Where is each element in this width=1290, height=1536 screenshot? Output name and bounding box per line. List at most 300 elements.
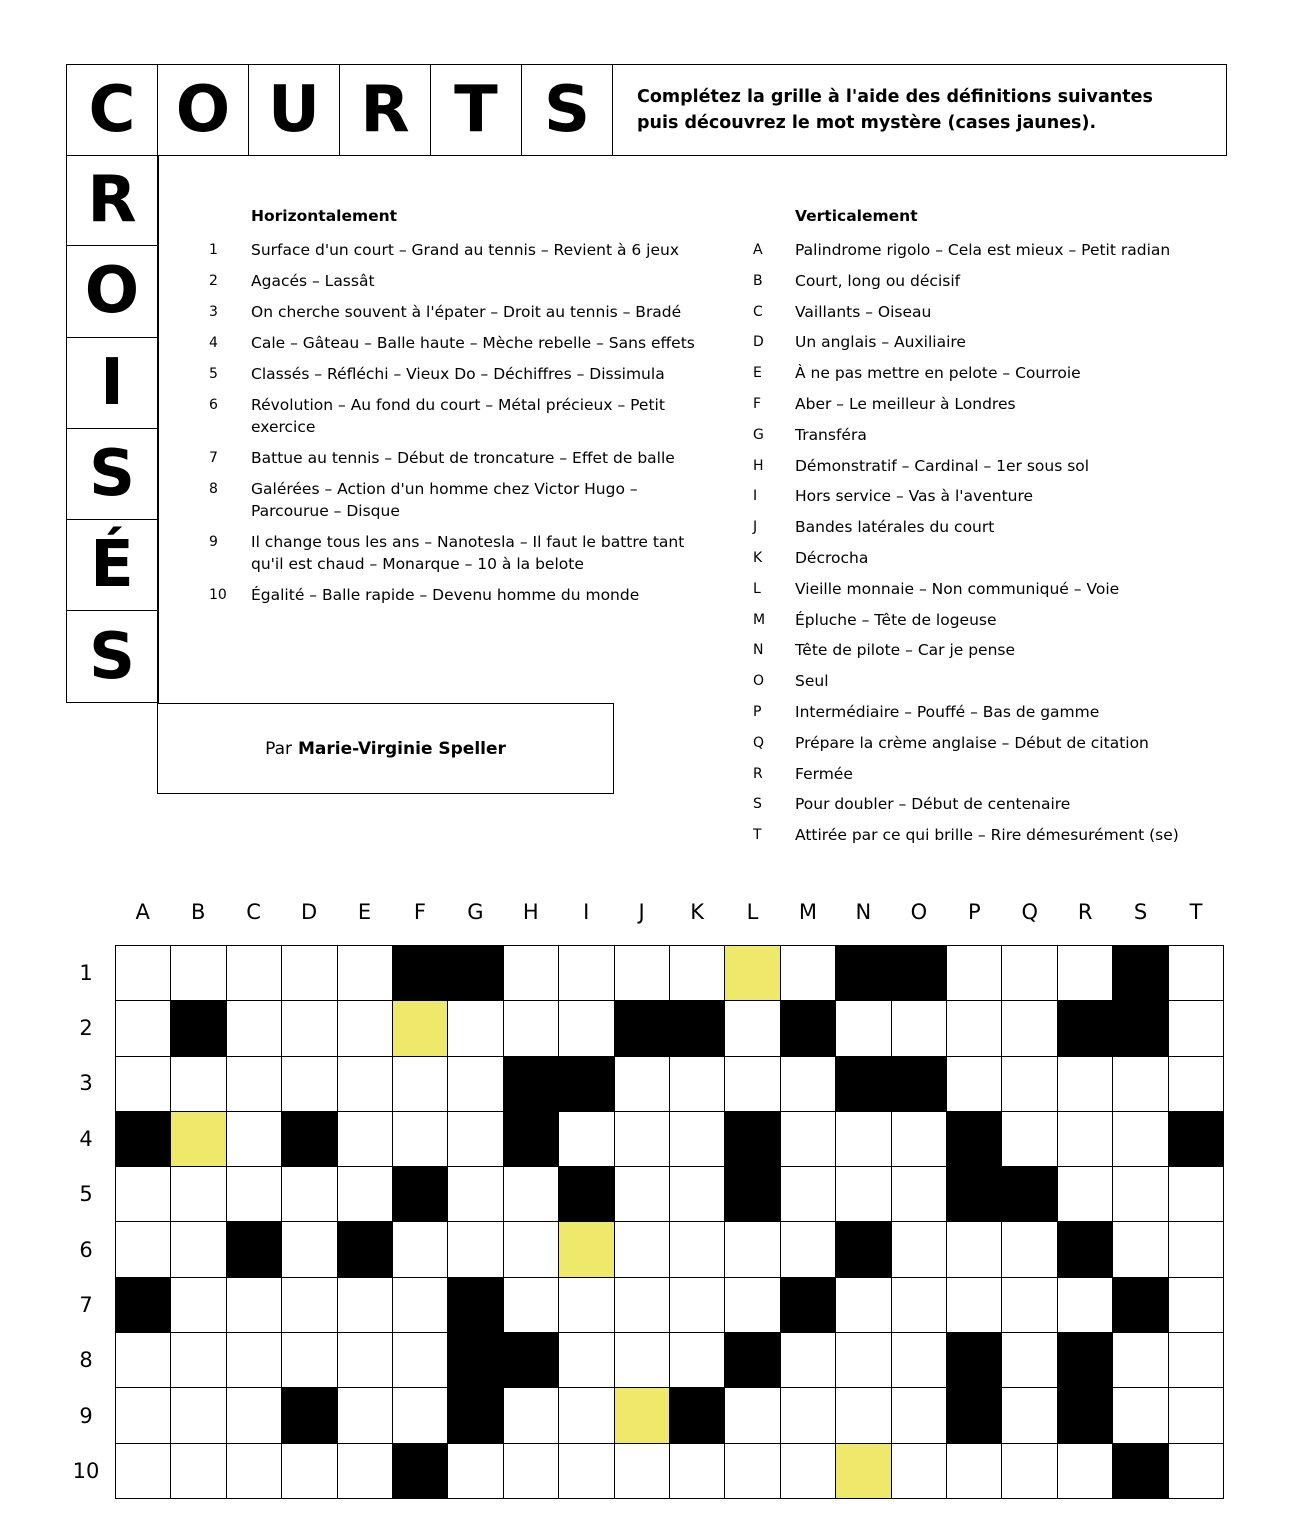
grid-cell[interactable] (1169, 1444, 1224, 1499)
grid-cell[interactable] (725, 1001, 780, 1056)
row-label: 8 (79, 1348, 93, 1373)
clue-text: Seul (795, 672, 829, 691)
grid-cell[interactable] (227, 1112, 282, 1167)
mystery-cell[interactable] (836, 1444, 891, 1499)
title-letter: S (88, 620, 136, 695)
clue-number: H (753, 457, 764, 474)
clue-h-1 (209, 239, 709, 261)
black-cell (836, 1222, 891, 1277)
grid-cell[interactable] (338, 1167, 393, 1222)
grid-cell[interactable] (116, 946, 171, 1001)
grid-cell[interactable] (615, 1333, 670, 1388)
grid-cell[interactable] (171, 1057, 226, 1112)
clue-number: L (753, 580, 761, 597)
intro-text (613, 65, 1226, 155)
grid-cell[interactable] (781, 946, 836, 1001)
grid-cell[interactable] (1113, 1388, 1168, 1443)
author-box (157, 703, 614, 794)
clue-text: À ne pas mettre en pelote – Courroie (795, 364, 1081, 383)
grid-cell[interactable] (393, 1057, 448, 1112)
clue-text: Court, long ou décisif (795, 271, 961, 290)
row-label: 9 (79, 1403, 93, 1428)
grid-cell[interactable] (448, 1222, 503, 1277)
clue-v-S (753, 793, 1213, 815)
clue-text: Palindrome rigolo – Cela est mieux – Petit radian (795, 241, 1171, 259)
black-cell (1113, 1001, 1168, 1056)
clue-text: Tête de pilote – Car je pense (795, 641, 1016, 660)
clue-text: Transféra (795, 425, 867, 444)
black-cell (781, 1001, 836, 1056)
grid-cell[interactable] (1002, 1222, 1057, 1277)
row-label: 1 (79, 960, 93, 985)
grid-cell[interactable] (670, 1444, 725, 1499)
grid-cell[interactable] (725, 1222, 780, 1277)
grid-cell[interactable] (559, 1333, 614, 1388)
divider (157, 155, 159, 703)
mystery-cell[interactable] (615, 1388, 670, 1443)
title-row (66, 64, 1227, 156)
grid-cell[interactable] (836, 1388, 891, 1443)
grid-cell[interactable] (171, 1222, 226, 1277)
clue-h-3 (209, 301, 709, 323)
grid-cell[interactable] (1169, 946, 1224, 1001)
grid-cell[interactable] (892, 1167, 947, 1222)
grid-cell[interactable] (1002, 1444, 1057, 1499)
grid-cell[interactable] (781, 1222, 836, 1277)
title-letter: C (67, 65, 158, 155)
grid-cell[interactable] (670, 1333, 725, 1388)
clue-number: S (753, 796, 762, 813)
column-label: B (190, 900, 206, 924)
clue-number: F (753, 395, 762, 412)
grid-cell[interactable] (227, 1444, 282, 1499)
column-label: Q (1021, 900, 1038, 924)
grid-cell[interactable] (1002, 1333, 1057, 1388)
column-label: G (467, 900, 484, 924)
grid-cell[interactable] (1002, 1388, 1057, 1443)
clue-text: Révolution – Au fond du court – Métal précieux – Petit exercice (251, 396, 665, 436)
grid-cell[interactable] (171, 1388, 226, 1443)
column-label: N (855, 900, 872, 924)
clue-number: E (753, 365, 762, 382)
intro-line: puis découvrez le mot mystère (cases jaunes). (637, 113, 1097, 133)
clue-text: On cherche souvent à l'épater – Droit au tennis – Bradé (251, 303, 682, 321)
grid-cell[interactable] (116, 1388, 171, 1443)
black-cell (836, 1057, 891, 1112)
column-label: H (522, 900, 539, 924)
grid-cell[interactable] (781, 1333, 836, 1388)
mystery-cell[interactable] (171, 1112, 226, 1167)
clue-h-9 (209, 531, 709, 575)
black-cell (504, 1057, 559, 1112)
grid-cell[interactable] (1002, 1057, 1057, 1112)
column-label: M (798, 900, 818, 924)
grid-cell[interactable] (282, 946, 337, 1001)
grid-cell[interactable] (1169, 1222, 1224, 1277)
grid-cell[interactable] (781, 1057, 836, 1112)
clue-number: 6 (209, 397, 218, 413)
black-cell (836, 946, 891, 1001)
grid-cell[interactable] (171, 946, 226, 1001)
title-letter: S (522, 65, 613, 155)
grid-cell[interactable] (282, 1001, 337, 1056)
row-label: 7 (79, 1293, 93, 1318)
grid-cell[interactable] (559, 946, 614, 1001)
clue-number: C (753, 303, 763, 320)
grid-cell[interactable] (393, 1222, 448, 1277)
grid-cell[interactable] (1169, 1278, 1224, 1333)
clue-text: Démonstratif – Cardinal – 1er sous sol (795, 456, 1090, 475)
title-letter: O (158, 65, 249, 155)
grid-cell[interactable] (947, 1278, 1002, 1333)
black-cell (670, 1388, 725, 1443)
grid-cell[interactable] (781, 1444, 836, 1499)
grid-cell[interactable] (836, 1167, 891, 1222)
grid-cell[interactable] (781, 1167, 836, 1222)
clue-number: I (753, 488, 758, 505)
grid-cell[interactable] (615, 1112, 670, 1167)
clue-number: 1 (209, 242, 218, 258)
clue-v-J (753, 516, 1213, 538)
grid-cell[interactable] (393, 1112, 448, 1167)
clue-h-8 (209, 478, 709, 522)
clue-text: Vieille monnaie – Non communiqué – Voie (795, 579, 1120, 598)
grid-cell[interactable] (1113, 1167, 1168, 1222)
grid-cell[interactable] (947, 1222, 1002, 1277)
grid-cell[interactable] (670, 1112, 725, 1167)
column-label: S (1133, 900, 1148, 924)
grid-cell[interactable] (947, 1444, 1002, 1499)
grid-cell[interactable] (338, 1278, 393, 1333)
grid-cell[interactable] (1169, 1001, 1224, 1056)
grid-cell[interactable] (892, 1222, 947, 1277)
column-label: A (135, 900, 150, 924)
clue-text: Décrocha (795, 548, 869, 567)
mystery-cell[interactable] (393, 1001, 448, 1056)
clue-number: Q (753, 734, 765, 751)
grid-cell[interactable] (448, 1001, 503, 1056)
grid-cell[interactable] (615, 1278, 670, 1333)
black-cell (947, 1167, 1002, 1222)
grid-cell[interactable] (559, 1444, 614, 1499)
grid-cell[interactable] (836, 1333, 891, 1388)
grid-cell[interactable] (393, 1388, 448, 1443)
grid-cell[interactable] (892, 1001, 947, 1056)
clue-v-Q (753, 732, 1213, 754)
grid-cell[interactable] (171, 1444, 226, 1499)
grid-cell[interactable] (338, 1001, 393, 1056)
grid-cell[interactable] (670, 946, 725, 1001)
grid-cell[interactable] (836, 1001, 891, 1056)
grid-cell[interactable] (504, 1222, 559, 1277)
clue-text: Aber – Le meilleur à Londres (795, 394, 1016, 413)
grid-cell[interactable] (725, 1278, 780, 1333)
title-letter: R (67, 155, 157, 246)
grid-cell[interactable] (1058, 1444, 1113, 1499)
clue-text: Hors service – Vas à l'aventure (795, 487, 1034, 506)
black-cell (892, 946, 947, 1001)
grid-cell[interactable] (504, 1444, 559, 1499)
clue-h-4 (209, 332, 709, 354)
grid-cell[interactable] (282, 1222, 337, 1277)
vertical-clues (753, 207, 1213, 855)
clue-number: R (753, 765, 763, 782)
column-labels (115, 900, 1224, 930)
grid-cell[interactable] (725, 1444, 780, 1499)
black-cell (116, 1278, 171, 1333)
grid-cell[interactable] (338, 946, 393, 1001)
grid-cell[interactable] (1058, 1167, 1113, 1222)
mystery-cell[interactable] (725, 946, 780, 1001)
grid-cell[interactable] (116, 1333, 171, 1388)
grid-cell[interactable] (892, 1112, 947, 1167)
grid-cell[interactable] (1113, 1057, 1168, 1112)
grid-cell[interactable] (338, 1112, 393, 1167)
clue-text: Fermée (795, 764, 853, 783)
grid-cell[interactable] (615, 1057, 670, 1112)
clue-v-H (753, 455, 1213, 477)
clue-h-5 (209, 363, 709, 385)
grid-cell[interactable] (282, 1057, 337, 1112)
grid-cell[interactable] (227, 1167, 282, 1222)
black-cell (227, 1222, 282, 1277)
title-letter: O (67, 246, 157, 337)
grid-cell[interactable] (1002, 946, 1057, 1001)
grid-cell[interactable] (504, 1001, 559, 1056)
horizontal-heading: Horizontalement (251, 207, 398, 225)
grid-cell[interactable] (282, 1444, 337, 1499)
grid-cell[interactable] (171, 1278, 226, 1333)
grid-cell[interactable] (947, 1001, 1002, 1056)
grid-cell[interactable] (947, 946, 1002, 1001)
grid-cell[interactable] (227, 1057, 282, 1112)
clue-number: B (753, 272, 763, 289)
grid-cell[interactable] (393, 1278, 448, 1333)
title-letter: I (67, 338, 157, 429)
grid-cell[interactable] (227, 1001, 282, 1056)
grid-cell[interactable] (947, 1057, 1002, 1112)
grid-cell[interactable] (615, 1167, 670, 1222)
grid-cell[interactable] (116, 1057, 171, 1112)
grid-cell[interactable] (448, 1112, 503, 1167)
grid-cell[interactable] (1002, 1001, 1057, 1056)
grid-cell[interactable] (670, 1278, 725, 1333)
black-cell (393, 1167, 448, 1222)
clue-h-7 (209, 447, 709, 469)
clue-text: Attirée par ce qui brille – Rire démesurément (se) (795, 826, 1179, 845)
title-column (66, 155, 158, 703)
black-cell (1113, 1444, 1168, 1499)
grid-cell[interactable] (116, 1444, 171, 1499)
clue-text: Cale – Gâteau – Balle haute – Mèche rebelle – Sans effets (251, 334, 695, 352)
clue-number: O (753, 673, 765, 690)
column-label: T (1189, 900, 1203, 924)
grid-cell[interactable] (504, 1278, 559, 1333)
clue-number: A (753, 242, 763, 258)
clue-number: 2 (209, 273, 218, 289)
grid-cell[interactable] (282, 1333, 337, 1388)
clue-v-A (753, 239, 1213, 261)
grid-cell[interactable] (670, 1222, 725, 1277)
title-letter: U (249, 65, 340, 155)
grid-cell[interactable] (559, 1388, 614, 1443)
column-label: K (690, 900, 704, 924)
horizontal-clues (209, 207, 709, 615)
grid-cell[interactable] (504, 1388, 559, 1443)
clue-text: Épluche – Tête de logeuse (795, 610, 997, 629)
black-cell (1058, 1001, 1113, 1056)
author-prefix: Par (265, 738, 292, 759)
grid-cell[interactable] (559, 1112, 614, 1167)
clue-h-2 (209, 270, 709, 292)
grid-cell[interactable] (393, 1333, 448, 1388)
grid-cell[interactable] (559, 1001, 614, 1056)
grid-cell[interactable] (781, 1112, 836, 1167)
black-cell (504, 1333, 559, 1388)
grid-cell[interactable] (1058, 946, 1113, 1001)
black-cell (1058, 1333, 1113, 1388)
black-cell (725, 1167, 780, 1222)
column-label: F (413, 900, 426, 924)
grid-cell[interactable] (1113, 1112, 1168, 1167)
clue-v-O (753, 670, 1213, 692)
clue-text: Battue au tennis – Début de troncature – Effet de balle (251, 449, 675, 467)
grid-cell[interactable] (338, 1388, 393, 1443)
clue-number: N (753, 642, 764, 659)
grid-cell[interactable] (1169, 1057, 1224, 1112)
black-cell (1113, 946, 1168, 1001)
clue-text: Bandes latérales du court (795, 518, 995, 537)
grid-cell[interactable] (282, 1167, 337, 1222)
grid-cell[interactable] (338, 1444, 393, 1499)
grid-cell[interactable] (504, 946, 559, 1001)
grid-cell[interactable] (836, 1112, 891, 1167)
clue-v-F (753, 393, 1213, 415)
clue-number: K (753, 549, 763, 566)
clue-number: G (753, 426, 764, 443)
grid-cell[interactable] (227, 1278, 282, 1333)
mystery-cell[interactable] (559, 1222, 614, 1277)
grid-cell[interactable] (725, 1057, 780, 1112)
grid-cell[interactable] (836, 1278, 891, 1333)
grid-cell[interactable] (448, 1057, 503, 1112)
black-cell (615, 1001, 670, 1056)
grid-cell[interactable] (892, 1388, 947, 1443)
row-label: 2 (79, 1016, 93, 1041)
grid-cell[interactable] (504, 1167, 559, 1222)
grid-cell[interactable] (670, 1167, 725, 1222)
grid-cell[interactable] (615, 946, 670, 1001)
clue-text: Prépare la crème anglaise – Début de citation (795, 733, 1149, 752)
vertical-heading: Verticalement (795, 207, 918, 225)
clue-v-R (753, 763, 1213, 785)
grid-cell[interactable] (1058, 1057, 1113, 1112)
grid-cell[interactable] (1169, 1388, 1224, 1443)
grid-cell[interactable] (781, 1388, 836, 1443)
grid-cell[interactable] (1169, 1167, 1224, 1222)
grid-cell[interactable] (338, 1333, 393, 1388)
clue-text: Galérées – Action d'un homme chez Victor Hugo – Parcourue – Disque (251, 480, 638, 520)
intro-line: Complétez la grille à l'aide des définitions suivantes (637, 87, 1153, 107)
clue-h-10 (209, 584, 709, 606)
black-cell (393, 946, 448, 1001)
grid-cell[interactable] (227, 1333, 282, 1388)
column-label: J (638, 900, 645, 924)
clue-text: Intermédiaire – Pouffé – Bas de gamme (795, 702, 1100, 721)
grid-cell[interactable] (1169, 1333, 1224, 1388)
black-cell (448, 1278, 503, 1333)
grid-cell[interactable] (1002, 1278, 1057, 1333)
black-cell (393, 1444, 448, 1499)
title-letter: T (431, 65, 522, 155)
clue-text: Pour doubler – Début de centenaire (795, 795, 1071, 814)
black-cell (448, 1388, 503, 1443)
grid-cell[interactable] (1058, 1278, 1113, 1333)
grid-cell[interactable] (116, 1222, 171, 1277)
grid-cell[interactable] (282, 1278, 337, 1333)
grid-cell[interactable] (892, 1444, 947, 1499)
row-label: 10 (72, 1459, 100, 1484)
clue-number: D (753, 334, 764, 351)
grid-cell[interactable] (448, 1444, 503, 1499)
clue-number: 9 (209, 534, 218, 550)
grid-cell[interactable] (116, 1167, 171, 1222)
grid-cell[interactable] (615, 1222, 670, 1277)
black-cell (1002, 1167, 1057, 1222)
clue-v-N (753, 639, 1213, 661)
grid-cell[interactable] (171, 1333, 226, 1388)
black-cell (892, 1057, 947, 1112)
grid-cell[interactable] (1113, 1222, 1168, 1277)
black-cell (448, 946, 503, 1001)
grid-cell[interactable] (1058, 1112, 1113, 1167)
crossword-grid (115, 945, 1224, 1499)
grid-cell[interactable] (1113, 1333, 1168, 1388)
grid-cell[interactable] (892, 1278, 947, 1333)
grid-cell[interactable] (725, 1388, 780, 1443)
clue-number: P (753, 703, 762, 720)
grid-cell[interactable] (227, 1388, 282, 1443)
clue-number: 5 (209, 366, 218, 382)
column-label: P (967, 900, 981, 924)
black-cell (171, 1001, 226, 1056)
clue-text: Un anglais – Auxiliaire (795, 333, 966, 352)
grid-cell[interactable] (116, 1001, 171, 1056)
clue-number: 4 (209, 335, 218, 351)
black-cell (1169, 1112, 1224, 1167)
grid-cell[interactable] (448, 1167, 503, 1222)
grid-cell[interactable] (615, 1444, 670, 1499)
clue-v-K (753, 547, 1213, 569)
clue-number: T (753, 827, 762, 844)
column-label: O (910, 900, 928, 924)
grid-cell[interactable] (227, 946, 282, 1001)
grid-cell[interactable] (892, 1333, 947, 1388)
grid-cell[interactable] (559, 1278, 614, 1333)
black-cell (947, 1112, 1002, 1167)
column-label: R (1077, 900, 1093, 924)
grid-cell[interactable] (338, 1057, 393, 1112)
column-label: I (583, 900, 590, 924)
grid-cell[interactable] (670, 1057, 725, 1112)
black-cell (781, 1278, 836, 1333)
column-label: D (300, 900, 318, 924)
column-label: E (357, 900, 372, 924)
grid-cell[interactable] (171, 1167, 226, 1222)
clue-v-P (753, 701, 1213, 723)
grid-cell[interactable] (1002, 1112, 1057, 1167)
clue-v-G (753, 424, 1213, 446)
